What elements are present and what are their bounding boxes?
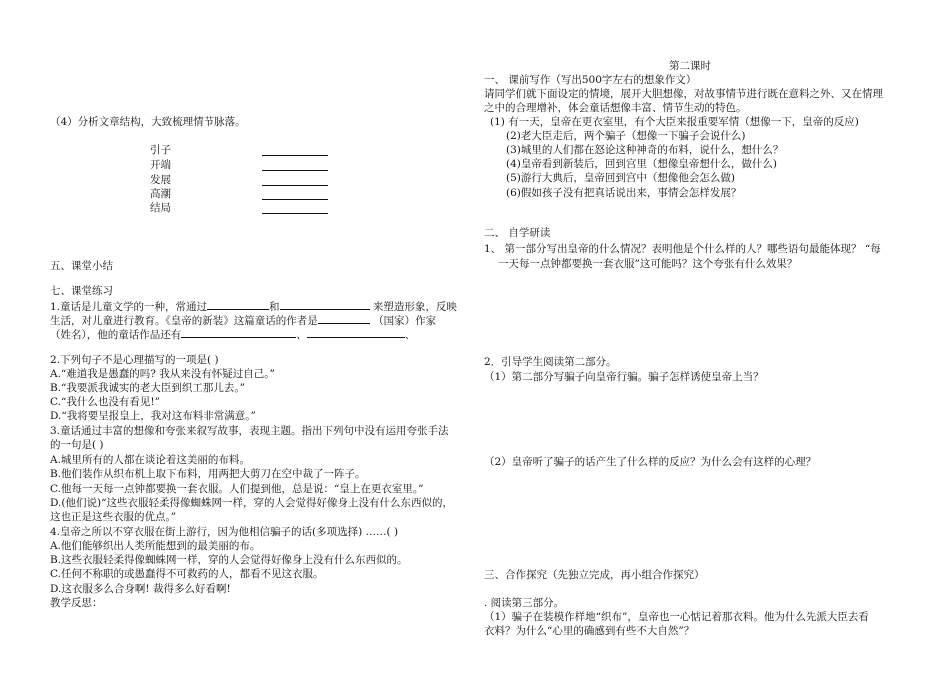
section-5-title: 五、课堂小结 (50, 260, 113, 272)
outline-label-climax: 高潮 (150, 188, 171, 200)
section-7-title: 七、课堂练习 (50, 285, 113, 297)
q3-option-b: B.他们装作从织布机上取下布料，用两把大剪刀在空中裁了一阵子。 (50, 468, 366, 480)
q2-option-a: A.“难道我是愚蠢的吗? 我从来没有怀疑过自己。” (50, 368, 275, 380)
outline-label-ending: 结局 (150, 202, 171, 214)
writing-prompt-3: (3)城里的人们都在怒论这种神奇的布料，说什么，想什么？ (506, 144, 784, 156)
teaching-reflection-label: 教学反思： (50, 597, 103, 609)
section-1-heading: 一、 课前写作（写出500字左右的想象作文） (484, 74, 697, 86)
outline-label-development: 发展 (150, 174, 171, 186)
outline-label-beginning: 开端 (150, 159, 171, 171)
q4-stem: 4.皇帝之所以不穿衣服在街上游行，因为他相信骗子的话(多项选择) ……( ) (50, 526, 399, 538)
section-3-heading: 三、合作探究（先独立完成，再小组合作探究） (484, 569, 705, 581)
writing-prompt-5: (5)游行大典后，皇帝回到宫中（想像他会怎么做) (506, 172, 735, 184)
q2-option-d: D.“我将要呈报皇上，我对这布料非常满意。” (50, 410, 256, 422)
analysis-prompt: （4）分析文章结构，大致梳理情节脉落。 (50, 116, 246, 128)
blank[interactable] (207, 298, 269, 310)
q2-stem: 2.下列句子不是心理描写的一项是( ) (50, 354, 219, 366)
blank[interactable] (318, 312, 370, 324)
writing-prompt-6: (6)假如孩子没有把真话说出来，事情会怎样发展？ (506, 187, 742, 199)
q1-line-1: 1.童话是儿童文学的一种，常通过 和 来塑造形象，反映 (50, 298, 457, 314)
section-2-heading: 二、 自学研读 (484, 227, 551, 239)
writing-prompt-1: (1) 有一天，皇帝在更衣室里，有个大臣来报重要军情（想像一下，皇帝的反应) (490, 116, 859, 128)
q3-option-d: D.(他们说)“这些衣服轻柔得像蜘蛛网一样，穿的人会觉得好像身上没有什么东西似的， (50, 497, 453, 509)
outline-answer-line[interactable] (262, 185, 328, 186)
q4-option-d: D.这衣服多么合身啊! 裁得多么好看啊! (50, 583, 231, 595)
q3-option-d-cont: 这也正是这些衣服的优点。” (50, 511, 177, 523)
q2-option-c: C.“我什么也没有看见!” (50, 396, 160, 408)
q3-stem-line-2: 的一句是( ) (50, 439, 104, 451)
q2-option-b: B.“我要派我诚实的老大臣到织工那儿去。” (50, 382, 246, 394)
section-2-q2-1: （1）第二部分写骗子向皇帝行骗。骗子怎样诱使皇帝上当？ (484, 371, 764, 383)
section-3-q1-line-2: 衣料？为什么“心里的确感到有些不大自然”？ (484, 625, 695, 637)
outline-answer-line[interactable] (262, 213, 328, 214)
outline-answer-line[interactable] (262, 155, 328, 156)
lesson-title: 第二课时 (669, 60, 711, 72)
section-2-q1-line-2: 一天每一点钟都要换一套衣服”这可能吗？这个夸张有什么效果？ (498, 258, 798, 270)
blank[interactable] (280, 298, 370, 310)
q4-option-a: A.他们能够织出人类所能想到的最美丽的布。 (50, 540, 261, 552)
section-3-q1-line-1: （1）骗子在装模作样地“织布”，皇帝也一心惦记着那衣料。他为什么先派大臣去看 (484, 611, 869, 623)
section-3-read: . 阅读第三部分。 (484, 597, 565, 609)
section-1-intro-1: 请同学们就下面设定的情境，展开大胆想像，对故事情节进行既在意料之外、又在情理 (484, 88, 883, 100)
section-2-q2-2: （2）皇帝听了骗子的话产生了什么样的反应？为什么会有这样的心理？ (484, 456, 817, 468)
blank[interactable] (181, 326, 296, 338)
section-2-q1-line-1: 1、 第一部分写出皇帝的什么情况？表明他是个什么样的人？哪些语句最能体现？ “每 (484, 243, 881, 255)
writing-prompt-4: (4)皇帝看到新装后，回到宫里（想像皇帝想什么，做什么) (506, 158, 777, 170)
writing-prompt-2: (2)老大臣走后，两个骗子（想像一下骗子会说什么) (506, 130, 746, 142)
q3-option-a: A.城里所有的人都在谈论着这美丽的布料。 (50, 454, 250, 466)
section-1-intro-2: 之中的合理增补，体会童话想像丰富、情节生动的特色。 (484, 102, 747, 114)
blank[interactable] (307, 326, 405, 338)
outline-answer-line[interactable] (262, 170, 328, 171)
q4-option-b: B.这些衣服轻柔得像蜘蛛网一样，穿的人会觉得好像身上没有什么东西似的。 (50, 554, 408, 566)
q4-option-c: C.任何不称职的或愚蠢得不可救药的人，都看不见这衣服。 (50, 568, 324, 580)
q1-line-2: 生活，对儿童进行教育。《皇帝的新装》这篇童话的作者是 （国家）作家 (50, 312, 436, 328)
outline-answer-line[interactable] (262, 199, 328, 200)
q1-line-3: （姓名），他的童话作品还有 、 、 (50, 326, 415, 342)
outline-label-prologue: 引子 (150, 144, 171, 156)
section-2-q2: 2．引导学生阅读第二部分。 (484, 356, 617, 368)
q3-stem-line-1: 3.童话通过丰富的想像和夸张来叙写故事，表现主题。指出下列句中没有运用夸张手法 (50, 425, 449, 437)
q3-option-c: C.他每一天每一点钟都要换一套衣服。人们提到他，总是说：“皇上在更衣室里。” (50, 483, 424, 495)
